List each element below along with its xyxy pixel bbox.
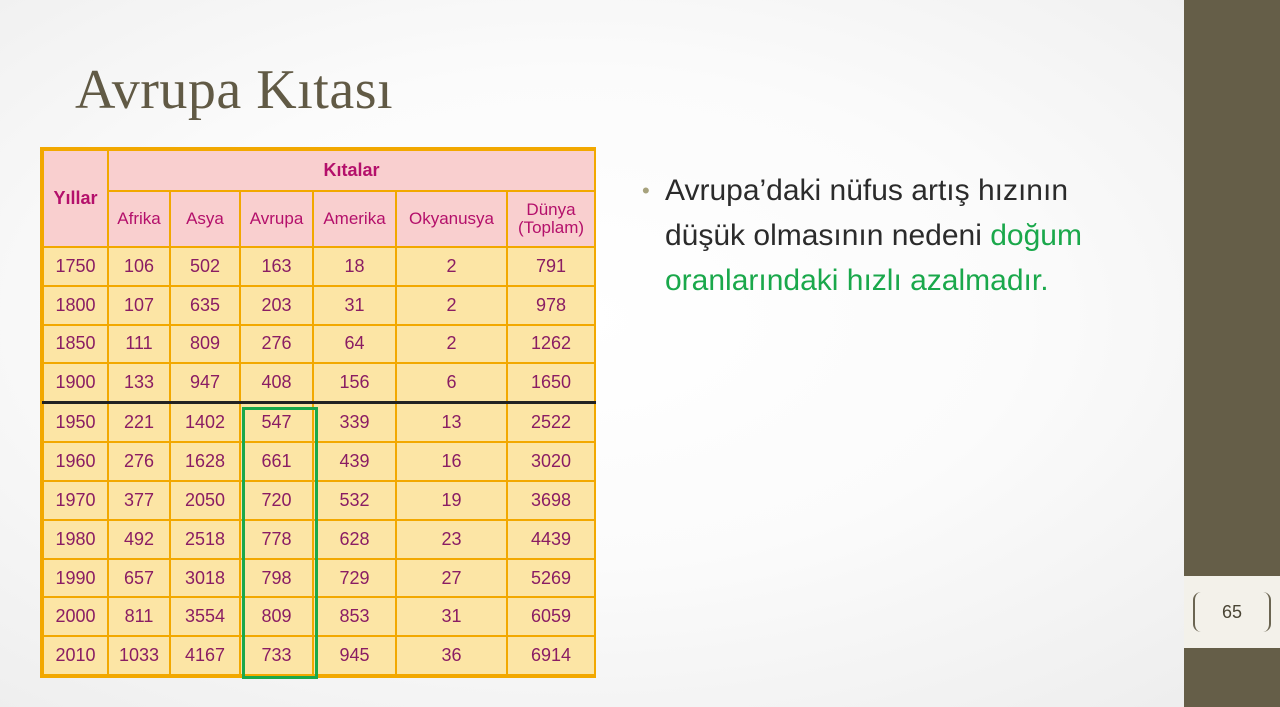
value-cell: 339	[313, 403, 396, 443]
value-cell: 2	[396, 325, 507, 364]
value-cell: 106	[108, 247, 170, 286]
value-cell: 778	[240, 520, 313, 559]
value-cell: 720	[240, 481, 313, 520]
bullet-text-highlight: doğum oranlarındaki hızlı azalmadır.	[665, 219, 1082, 297]
value-cell: 64	[313, 325, 396, 364]
value-cell: 16	[396, 442, 507, 481]
year-cell: 2010	[43, 636, 108, 675]
table-row	[43, 520, 595, 559]
value-cell: 3018	[170, 559, 240, 598]
table-row	[43, 636, 595, 675]
header-avrupa: Avrupa	[240, 191, 313, 247]
bullet-dot-icon: •	[642, 178, 650, 203]
table-row	[43, 247, 595, 286]
year-cell: 1750	[43, 247, 108, 286]
value-cell: 133	[108, 363, 170, 403]
table-row	[43, 597, 595, 636]
value-cell: 3698	[507, 481, 595, 520]
header-okyanusya: Okyanusya	[396, 191, 507, 247]
population-table	[40, 147, 596, 678]
value-cell: 6914	[507, 636, 595, 675]
value-cell: 221	[108, 403, 170, 443]
value-cell: 2	[396, 286, 507, 325]
value-cell: 811	[108, 597, 170, 636]
bullet-point	[642, 168, 1122, 303]
year-cell: 1900	[43, 363, 108, 403]
table-row	[43, 442, 595, 481]
value-cell: 3554	[170, 597, 240, 636]
value-cell: 111	[108, 325, 170, 364]
value-cell: 36	[396, 636, 507, 675]
value-cell: 853	[313, 597, 396, 636]
value-cell: 1650	[507, 363, 595, 403]
value-cell: 798	[240, 559, 313, 598]
header-dunya: Dünya (Toplam)	[507, 191, 595, 247]
value-cell: 492	[108, 520, 170, 559]
value-cell: 2522	[507, 403, 595, 443]
value-cell: 276	[240, 325, 313, 364]
value-cell: 532	[313, 481, 396, 520]
value-cell: 4439	[507, 520, 595, 559]
value-cell: 1033	[108, 636, 170, 675]
value-cell: 4167	[170, 636, 240, 675]
value-cell: 661	[240, 442, 313, 481]
header-continents: Kıtalar	[108, 150, 595, 191]
value-cell: 947	[170, 363, 240, 403]
value-cell: 107	[108, 286, 170, 325]
year-cell: 1980	[43, 520, 108, 559]
table-row	[43, 286, 595, 325]
table-row	[43, 403, 595, 443]
year-cell: 1800	[43, 286, 108, 325]
value-cell: 635	[170, 286, 240, 325]
value-cell: 502	[170, 247, 240, 286]
value-cell: 203	[240, 286, 313, 325]
header-asya: Asya	[170, 191, 240, 247]
year-cell: 1990	[43, 559, 108, 598]
value-cell: 23	[396, 520, 507, 559]
value-cell: 733	[240, 636, 313, 675]
table-row	[43, 325, 595, 364]
value-cell: 13	[396, 403, 507, 443]
value-cell: 1262	[507, 325, 595, 364]
value-cell: 31	[396, 597, 507, 636]
value-cell: 439	[313, 442, 396, 481]
table-row	[43, 559, 595, 598]
value-cell: 2050	[170, 481, 240, 520]
header-afrika: Afrika	[108, 191, 170, 247]
value-cell: 978	[507, 286, 595, 325]
value-cell: 156	[313, 363, 396, 403]
year-cell: 1960	[43, 442, 108, 481]
value-cell: 2518	[170, 520, 240, 559]
value-cell: 19	[396, 481, 507, 520]
value-cell: 2	[396, 247, 507, 286]
value-cell: 657	[108, 559, 170, 598]
slide-title: Avrupa Kıtası	[75, 59, 394, 121]
value-cell: 377	[108, 481, 170, 520]
value-cell: 6059	[507, 597, 595, 636]
value-cell: 729	[313, 559, 396, 598]
bullet-text-plain: Avrupa’daki nüfus artış hızının düşük olmasının nedeni	[665, 174, 1069, 252]
value-cell: 3020	[507, 442, 595, 481]
value-cell: 809	[170, 325, 240, 364]
value-cell: 408	[240, 363, 313, 403]
value-cell: 945	[313, 636, 396, 675]
value-cell: 5269	[507, 559, 595, 598]
page-number-box	[1184, 576, 1280, 648]
year-cell: 1950	[43, 403, 108, 443]
value-cell: 791	[507, 247, 595, 286]
header-years: Yıllar	[43, 150, 108, 247]
table-row	[43, 481, 595, 520]
value-cell: 6	[396, 363, 507, 403]
value-cell: 163	[240, 247, 313, 286]
year-cell: 1970	[43, 481, 108, 520]
value-cell: 31	[313, 286, 396, 325]
year-cell: 2000	[43, 597, 108, 636]
value-cell: 1402	[170, 403, 240, 443]
value-cell: 18	[313, 247, 396, 286]
header-amerika: Amerika	[313, 191, 396, 247]
value-cell: 809	[240, 597, 313, 636]
value-cell: 1628	[170, 442, 240, 481]
value-cell: 27	[396, 559, 507, 598]
value-cell: 628	[313, 520, 396, 559]
year-cell: 1850	[43, 325, 108, 364]
value-cell: 547	[240, 403, 313, 443]
bullet-text	[665, 168, 1122, 303]
table-row	[43, 363, 595, 403]
value-cell: 276	[108, 442, 170, 481]
page-number: 65	[1221, 601, 1243, 622]
page-bracket	[1193, 592, 1271, 632]
